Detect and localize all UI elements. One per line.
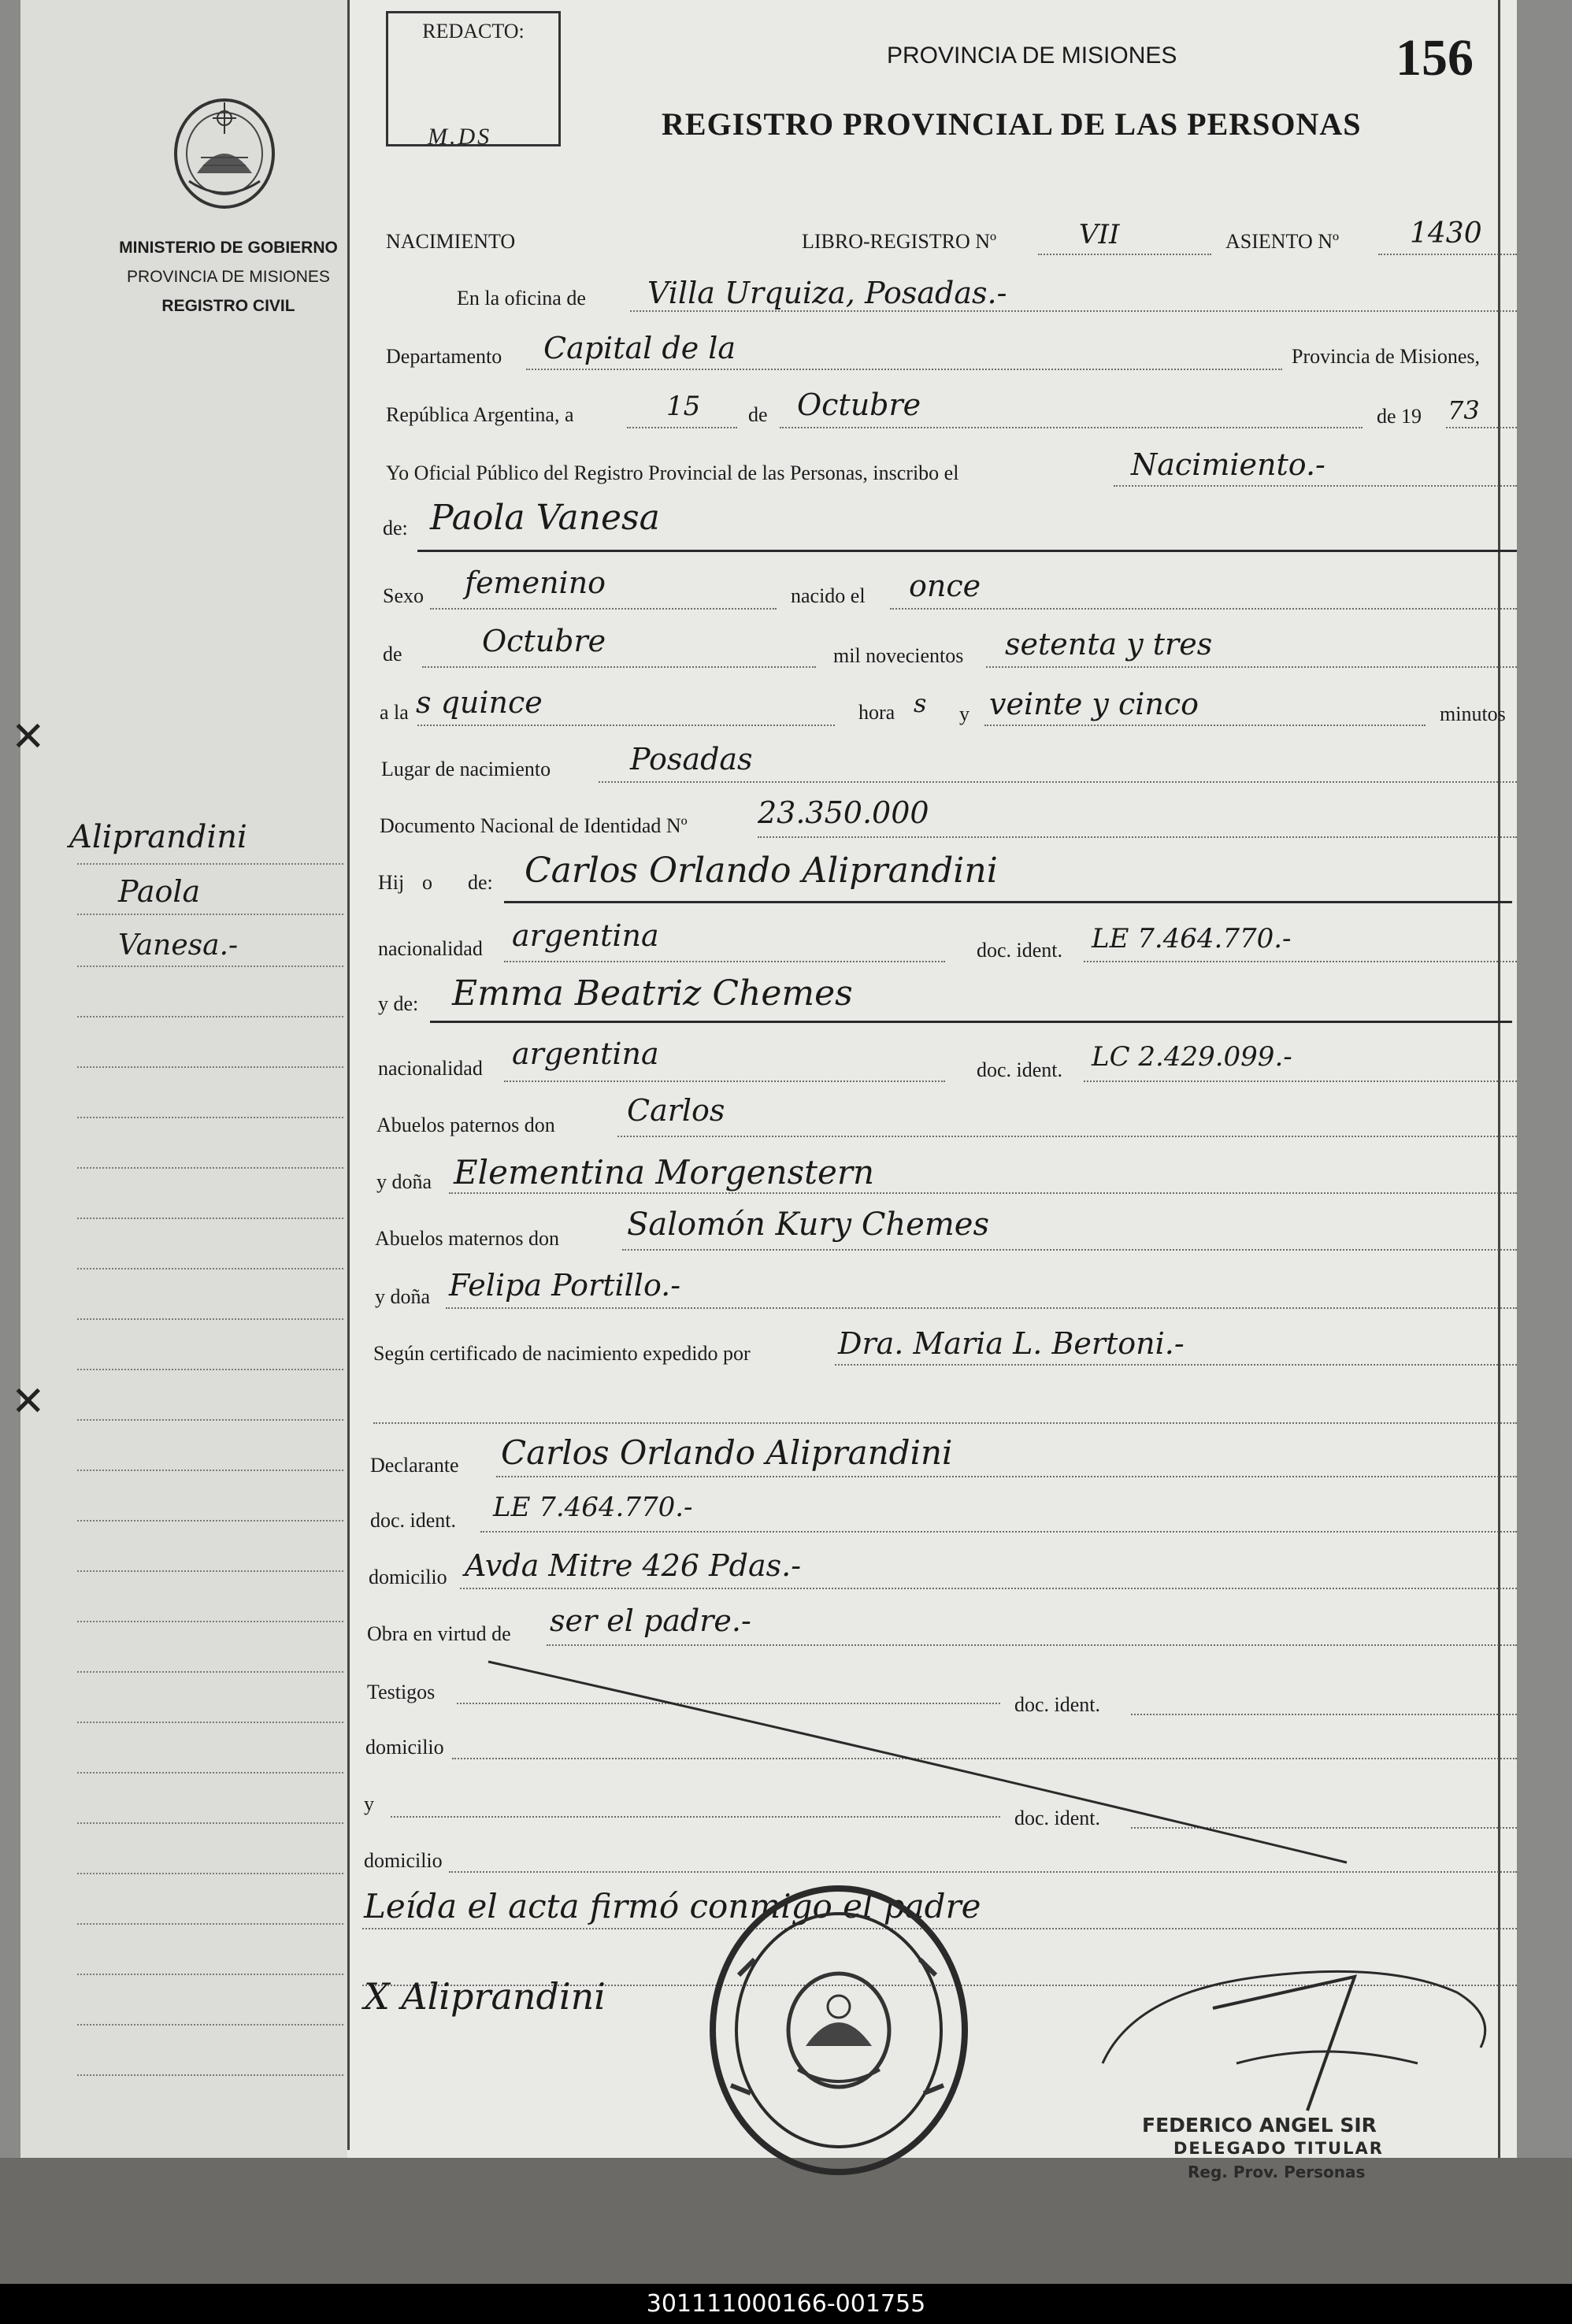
mother-underline (430, 1021, 1512, 1023)
provincia-label: Provincia de Misiones, (1292, 345, 1481, 368)
province-heading: PROVINCIA DE MISIONES (887, 43, 1177, 69)
margin-line (77, 1167, 343, 1169)
doc-testigo2-label: doc. ident. (1014, 1807, 1101, 1829)
declarant-signature: X Aliprandini (364, 1975, 606, 2018)
redacto-value: M.DS (428, 124, 492, 150)
fill-line (496, 1476, 1517, 1477)
margin-line (77, 1974, 343, 1975)
margin-line (77, 1671, 343, 1673)
margin-note-second-name: Vanesa.- (118, 929, 239, 962)
nacido-value: once (909, 569, 981, 603)
fill-line (617, 1136, 1517, 1137)
person-de-label: de: (383, 517, 408, 539)
margin-line (77, 863, 343, 865)
lugar-value: Posadas (630, 742, 753, 777)
y-testigo2-label: y (364, 1792, 374, 1815)
doc-father-label: doc. ident. (977, 939, 1063, 962)
abuelos-maternos-label: Abuelos maternos don (375, 1227, 559, 1250)
mother-de-label: y de: (378, 992, 419, 1015)
footer-archive-code: 301111000166-001755 (0, 2284, 1572, 2324)
declarante-value: Carlos Orlando Aliprandini (501, 1433, 953, 1472)
hijo-label: Hij (378, 871, 405, 894)
asiento-value: 1430 (1410, 217, 1482, 250)
month-value: Octubre (797, 387, 921, 422)
ministry-line-3: REGISTRO CIVIL (161, 297, 295, 315)
record-type-label: NACIMIENTO (386, 230, 516, 253)
fill-line (504, 961, 945, 962)
redacto-label: REDACTO: (422, 20, 525, 43)
doc-mother-label: doc. ident. (977, 1058, 1063, 1081)
hora-label: hora (858, 701, 895, 724)
abuela-materna-value: Felipa Portillo.- (449, 1268, 681, 1303)
left-margin-column (20, 0, 347, 2174)
official-name: FEDERICO ANGEL SIR (1142, 2114, 1377, 2137)
minutos-value: veinte y cinco (989, 687, 1199, 721)
official-signature (1087, 1945, 1496, 2126)
fill-line (599, 781, 1517, 783)
hora-suffix-value: s (914, 688, 927, 718)
nacionalidad-father-label: nacionalidad (378, 937, 483, 960)
provincial-emblem-icon (165, 87, 284, 213)
margin-note-surname: Aliprandini (69, 819, 247, 855)
ministry-header (95, 233, 362, 321)
fill-line (449, 1192, 1517, 1194)
testigos-label: Testigos (367, 1681, 436, 1703)
nacido-label: nacido el (791, 584, 866, 607)
margin-line (77, 2024, 343, 2026)
oficina-value: Villa Urquiza, Posadas.- (647, 276, 1007, 310)
binding-hole-mark: ✕ (11, 1378, 46, 1425)
domicilio-testigo2-label: domicilio (364, 1849, 443, 1872)
ministry-line-2: PROVINCIA DE MISIONES (127, 268, 330, 286)
registry-title: REGISTRO PROVINCIAL DE LAS PERSONAS (662, 106, 1362, 142)
republica-label: República Argentina, a (386, 403, 574, 426)
domicilio-testigo1-label: domicilio (365, 1736, 444, 1759)
dni-value: 23.350.000 (758, 795, 929, 830)
abuela-paterna-value: Elementina Morgenstern (454, 1153, 875, 1192)
fill-line (1114, 485, 1517, 487)
doc-declarante-label: doc. ident. (370, 1509, 457, 1532)
fill-line (1378, 254, 1517, 255)
fill-line (1084, 1080, 1517, 1082)
doc-father-value: LE 7.464.770.- (1092, 923, 1292, 954)
abuela-paterna-label: y doña (376, 1170, 432, 1193)
dni-label: Documento Nacional de Identidad Nº (380, 814, 688, 837)
page-number: 156 (1396, 29, 1474, 87)
fill-line (986, 666, 1517, 668)
name-underline (417, 550, 1517, 552)
margin-line (77, 1822, 343, 1824)
month-of-label: de (748, 403, 768, 426)
domicilio-value: Avda Mitre 426 Pdas.- (465, 1548, 802, 1583)
redacto-box (386, 11, 561, 150)
margin-line (77, 1621, 343, 1622)
margin-line (77, 1923, 343, 1925)
fill-line (460, 1588, 1517, 1589)
margin-line (77, 1117, 343, 1118)
yo-oficial-label: Yo Oficial Público del Registro Provincial de las Personas, inscribo el (386, 461, 959, 484)
sexo-value: femenino (465, 565, 606, 600)
binding-hole-mark: ✕ (11, 714, 46, 761)
margin-line (77, 1570, 343, 1572)
oficina-label: En la oficina de (457, 287, 586, 309)
fill-line (984, 725, 1426, 726)
fill-line (622, 1249, 1517, 1251)
margin-line (77, 1268, 343, 1269)
departamento-label: Departamento (386, 345, 502, 368)
fill-line (890, 608, 1517, 610)
margin-line (77, 1470, 343, 1471)
departamento-value: Capital de la (543, 331, 736, 365)
a-las-value: s quince (416, 685, 543, 720)
abuelos-paternos-label: Abuelos paternos don (376, 1114, 555, 1136)
hijo-suffix: o (422, 871, 432, 894)
fill-line (1084, 961, 1517, 962)
day-value: 15 (666, 391, 701, 422)
minutos-label: minutos (1440, 702, 1506, 725)
a-las-label: a la (380, 701, 409, 724)
asiento-label: ASIENTO Nº (1225, 230, 1340, 253)
father-name-value: Carlos Orlando Aliprandini (525, 851, 998, 891)
fill-line (526, 369, 1282, 370)
ministry-line-1: MINISTERIO DE GOBIERNO (119, 239, 338, 257)
doc-testigo1-label: doc. ident. (1014, 1693, 1101, 1716)
fill-line (417, 725, 835, 726)
fill-line (373, 1422, 1517, 1424)
certificado-value: Dra. Maria L. Bertoni.- (838, 1326, 1185, 1361)
obra-label: Obra en virtud de (367, 1622, 511, 1645)
hijo-de-label: de: (468, 871, 493, 894)
fill-line (547, 1644, 1517, 1646)
cancel-stroke (480, 1654, 1363, 1874)
fill-line (758, 836, 1517, 838)
margin-line (77, 1016, 343, 1017)
margin-line (77, 1520, 343, 1522)
lugar-label: Lugar de nacimiento (381, 758, 551, 780)
official-seal-icon (707, 1881, 970, 2180)
y-minutos-label: y (959, 702, 970, 725)
obra-value: ser el padre.- (550, 1603, 751, 1638)
fill-line (446, 1307, 1517, 1309)
nacionalidad-mother-label: nacionalidad (378, 1057, 483, 1080)
margin-line (77, 1772, 343, 1774)
margin-line (77, 1722, 343, 1723)
month2-value: Octubre (482, 624, 606, 658)
nacionalidad-father-value: argentina (512, 918, 659, 953)
fill-line (1038, 254, 1211, 255)
abuelo-paterno-value: Carlos (627, 1093, 725, 1128)
margin-note-first-name: Paola (118, 874, 201, 909)
year-value: 73 (1448, 395, 1480, 425)
margin-line (77, 1419, 343, 1421)
mother-name-value: Emma Beatriz Chemes (452, 973, 853, 1014)
margin-line (77, 2074, 343, 2076)
doc-declarante-value: LE 7.464.770.- (493, 1492, 693, 1523)
fill-line (630, 310, 1517, 312)
mil-novecientos-label: mil novecientos (833, 644, 964, 667)
fill-line (422, 666, 816, 668)
margin-line (77, 914, 343, 915)
fill-line (430, 608, 777, 610)
libro-value: VII (1079, 219, 1120, 250)
year-label: de 19 (1377, 405, 1422, 428)
official-dept: Reg. Prov. Personas (1188, 2163, 1366, 2181)
margin-line (77, 966, 343, 967)
abuelo-materno-value: Salomón Kury Chemes (627, 1206, 989, 1243)
doc-mother-value: LC 2.429.099.- (1092, 1041, 1292, 1073)
libro-label: LIBRO-REGISTRO Nº (802, 230, 997, 253)
father-underline (504, 901, 1512, 903)
domicilio-label: domicilio (369, 1566, 447, 1588)
fill-line (627, 427, 737, 428)
margin-line (77, 1066, 343, 1068)
nacionalidad-mother-value: argentina (512, 1036, 659, 1071)
certificado-label: Según certificado de nacimiento expedido por (373, 1342, 751, 1365)
abuela-materna-label: y doña (375, 1285, 431, 1308)
fill-line (1446, 427, 1517, 428)
month2-of-label: de (383, 643, 402, 665)
fill-line (480, 1531, 1517, 1533)
declarante-label: Declarante (370, 1454, 459, 1477)
margin-line (77, 1318, 343, 1320)
child-name-value: Paola Vanesa (430, 498, 660, 538)
mil-novecientos-value: setenta y tres (1005, 627, 1213, 662)
margin-line (77, 1218, 343, 1219)
official-title: DELEGADO TITULAR (1173, 2139, 1384, 2158)
leida-statement: Leída el acta firmó conmigo el padre (364, 1887, 981, 1926)
fill-line (780, 427, 1363, 428)
sexo-label: Sexo (383, 584, 424, 607)
fill-line (835, 1364, 1517, 1366)
margin-rule (347, 0, 350, 2150)
margin-line (77, 1369, 343, 1370)
margin-line (77, 1873, 343, 1874)
right-rule (1498, 0, 1500, 2158)
inscribo-value: Nacimiento.- (1131, 447, 1325, 482)
fill-line (504, 1080, 945, 1082)
